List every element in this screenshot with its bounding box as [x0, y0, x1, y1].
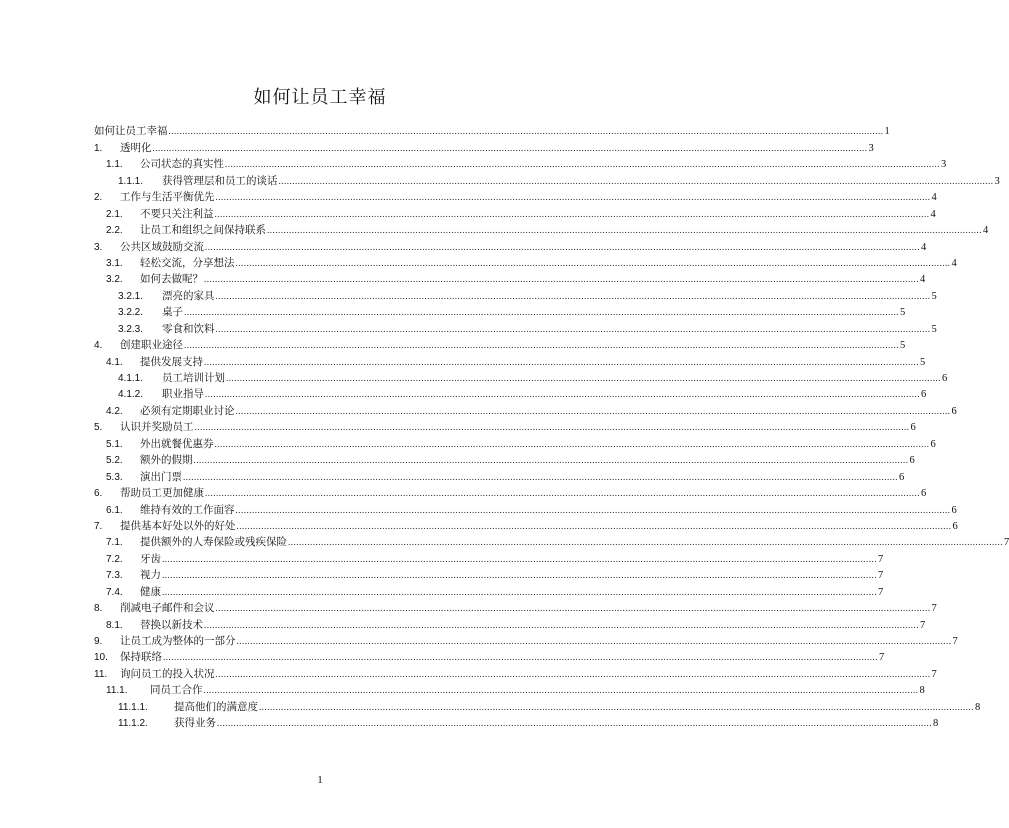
- toc-entry-label: 公共区域鼓励交流: [120, 240, 204, 253]
- toc-entry-number: 5.3.: [106, 471, 123, 483]
- toc-entry[interactable]: [94, 418, 916, 434]
- toc-entry-label: 替换以新技术: [140, 618, 203, 631]
- toc-dot-leader: ....................................................................................................................................................................................................................................................................: [259, 701, 974, 712]
- toc-entry-page: 8: [975, 701, 981, 713]
- toc-entry-page: 4: [931, 192, 937, 204]
- toc-dot-leader: ....................................................................................................................................................................................................................................................................: [236, 636, 952, 646]
- toc-entry[interactable]: [94, 254, 957, 270]
- toc-entry-page: 8: [919, 685, 925, 697]
- toc-entry-number: 6.: [94, 488, 103, 500]
- toc-dot-leader: ....................................................................................................................................................................................................................................................................: [163, 652, 878, 663]
- toc-entry-label: 获得业务: [174, 717, 216, 730]
- toc-entry-label: 让员工和组织之间保持联系: [140, 224, 266, 237]
- toc-dot-leader: ....................................................................................................................................................................................................................................................................: [194, 422, 910, 433]
- document-title: 如何让员工幸福: [253, 87, 387, 108]
- toc-entry-page: 7: [879, 652, 885, 664]
- toc-dot-leader: ....................................................................................................................................................................................................................................................................: [236, 520, 952, 531]
- toc-entry-label: 额外的假期: [140, 454, 193, 467]
- toc-entry-label: 漂亮的家具: [162, 289, 215, 302]
- toc-entry-number: 3.: [94, 241, 103, 253]
- toc-entry-page: 3: [868, 142, 874, 154]
- toc-entry-page: 8: [933, 718, 939, 730]
- toc-entry-page: 6: [921, 389, 927, 401]
- toc-entry-page: 7: [878, 586, 884, 598]
- toc-entry-page: 5: [931, 290, 937, 302]
- toc-entry-page: 3: [994, 175, 1000, 187]
- toc-entry-number: 4.1.2.: [118, 389, 144, 401]
- toc-entry-page: 5: [900, 340, 906, 352]
- toc-entry[interactable]: [94, 303, 906, 319]
- toc-entry[interactable]: [94, 434, 936, 450]
- toc-entry-page: 1: [884, 126, 890, 138]
- toc-entry[interactable]: [94, 484, 927, 500]
- toc-entry-label: 外出就餐优惠券: [140, 437, 214, 450]
- toc-entry-number: 1.1.: [106, 159, 123, 171]
- toc-entry[interactable]: [94, 566, 884, 582]
- toc-entry-label: 帮助员工更加健康: [120, 487, 204, 500]
- toc-dot-leader: ....................................................................................................................................................................................................................................................................: [152, 142, 868, 153]
- toc-dot-leader: ....................................................................................................................................................................................................................................................................: [204, 356, 919, 367]
- toc-entry-number: 4.1.1.: [118, 373, 144, 384]
- toc-entry-label: 必须有定期职业讨论: [140, 404, 235, 417]
- toc-entry-page: 7: [931, 668, 937, 680]
- toc-entry-page: 4: [951, 257, 957, 269]
- toc-entry-number: 6.1.: [106, 504, 123, 516]
- toc-entry-label: 让员工成为整体的一部分: [120, 635, 236, 647]
- toc-dot-leader: ....................................................................................................................................................................................................................................................................: [215, 192, 931, 203]
- toc-entry[interactable]: [94, 632, 958, 648]
- toc-dot-leader: ....................................................................................................................................................................................................................................................................: [162, 586, 877, 597]
- toc-entry-page: 6: [942, 373, 948, 384]
- toc-dot-leader: ....................................................................................................................................................................................................................................................................: [235, 504, 951, 515]
- toc-entry-number: 11.: [94, 668, 108, 680]
- toc-entry[interactable]: [94, 681, 925, 697]
- toc-entry[interactable]: [94, 714, 939, 730]
- toc-entry-number: 11.1.1.: [118, 701, 148, 713]
- toc-dot-leader: ....................................................................................................................................................................................................................................................................: [204, 619, 919, 630]
- toc-entry-page: 7: [931, 603, 937, 615]
- toc-entry-number: 2.2.: [106, 225, 123, 237]
- toc-entry-number: 3.1.: [106, 257, 123, 269]
- toc-entry-number: 8.1.: [106, 619, 123, 631]
- toc-entry[interactable]: [94, 533, 1009, 549]
- toc-entry-number: 3.2.3.: [118, 323, 144, 335]
- toc-dot-leader: ....................................................................................................................................................................................................................................................................: [215, 668, 931, 679]
- toc-dot-leader: ....................................................................................................................................................................................................................................................................: [217, 718, 932, 729]
- toc-entry-page: 6: [930, 438, 936, 450]
- toc-entry-page: 4: [983, 225, 989, 237]
- toc-entry-page: 7: [920, 619, 926, 631]
- toc-entry[interactable]: [94, 401, 957, 417]
- toc-dot-leader: ....................................................................................................................................................................................................................................................................: [204, 274, 919, 285]
- toc-entry-label: 零食和饮料: [162, 322, 215, 335]
- toc-entry-number: 3.2.: [106, 274, 123, 286]
- toc-entry-number: 1.1.1.: [118, 175, 144, 187]
- toc-entry-label: 维持有效的工作面容: [140, 503, 235, 516]
- toc-entry[interactable]: [94, 648, 885, 664]
- toc-entry-page: 5: [931, 323, 937, 335]
- toc-entry-label: 透明化: [120, 141, 152, 154]
- toc-entry-label: 视力: [140, 569, 161, 582]
- toc-entry-label: 提供额外的人寿保险或残疾保险: [140, 536, 287, 549]
- toc-entry-page: 6: [899, 471, 905, 483]
- toc-entry-label: 员工培训计划: [162, 372, 225, 384]
- toc-entry-page: 4: [930, 208, 936, 220]
- toc-entry[interactable]: [94, 237, 927, 253]
- toc-entry-page: 4: [920, 274, 926, 286]
- toc-entry-number: 4.: [94, 340, 103, 352]
- toc-entry-number: 11.1.: [106, 685, 128, 697]
- toc-entry-page: 5: [900, 307, 906, 319]
- toc-entry[interactable]: [94, 171, 1000, 187]
- toc-entry-page: 6: [909, 455, 915, 467]
- toc-dot-leader: ....................................................................................................................................................................................................................................................................: [205, 488, 920, 499]
- toc-dot-leader: ....................................................................................................................................................................................................................................................................: [214, 208, 930, 219]
- toc-entry-number: 9.: [94, 636, 103, 647]
- toc-entry-number: 1.: [94, 142, 103, 154]
- toc-entry[interactable]: [94, 319, 937, 335]
- toc-entry-label: 如何让员工幸福: [94, 125, 168, 138]
- toc-entry-number: 3.2.2.: [118, 307, 144, 319]
- toc-entry-label: 工作与生活平衡优先: [120, 191, 215, 204]
- toc-entry[interactable]: [94, 517, 958, 533]
- toc-dot-leader: ....................................................................................................................................................................................................................................................................: [184, 307, 899, 318]
- toc-dot-leader: ....................................................................................................................................................................................................................................................................: [226, 373, 941, 383]
- toc-entry-page: 7: [1004, 537, 1009, 549]
- toc-dot-leader: ....................................................................................................................................................................................................................................................................: [162, 570, 877, 581]
- toc-entry-number: 7.3.: [106, 570, 123, 582]
- toc-entry-label: 如何去做呢？: [140, 273, 203, 286]
- table-of-contents: [94, 122, 1009, 730]
- toc-entry-label: 保持联络: [120, 651, 162, 664]
- toc-entry-page: 3: [941, 159, 947, 171]
- toc-entry-page: 4: [921, 241, 927, 253]
- toc-entry-label: 轻松交流，分享想法: [140, 256, 235, 269]
- toc-dot-leader: ....................................................................................................................................................................................................................................................................: [183, 471, 898, 482]
- toc-entry-number: 5.2.: [106, 455, 123, 467]
- toc-entry-label: 询问员工的投入状况: [120, 667, 215, 680]
- toc-entry-number: 7.4.: [106, 586, 123, 598]
- toc-entry-number: 3.2.1.: [118, 290, 144, 302]
- toc-entry-label: 削减电子邮件和会议: [120, 602, 215, 615]
- toc-entry-number: 5.: [94, 422, 103, 434]
- toc-entry[interactable]: [94, 188, 937, 204]
- toc-entry[interactable]: [94, 549, 884, 565]
- toc-entry[interactable]: [94, 500, 957, 516]
- toc-dot-leader: ....................................................................................................................................................................................................................................................................: [225, 159, 940, 170]
- toc-entry-number: 8.: [94, 603, 103, 615]
- toc-entry[interactable]: [94, 336, 906, 352]
- toc-entry[interactable]: [94, 467, 905, 483]
- toc-dot-leader: ....................................................................................................................................................................................................................................................................: [278, 175, 994, 186]
- toc-entry-page: 6: [952, 520, 958, 532]
- toc-entry-number: 2.1.: [106, 208, 123, 220]
- toc-entry[interactable]: [94, 385, 927, 401]
- toc-dot-leader: ....................................................................................................................................................................................................................................................................: [215, 290, 931, 301]
- toc-entry-label: 演出门票: [140, 470, 182, 483]
- toc-entry[interactable]: [94, 352, 926, 368]
- toc-entry-page: 7: [878, 553, 884, 565]
- toc-dot-leader: ....................................................................................................................................................................................................................................................................: [235, 257, 951, 268]
- toc-entry[interactable]: [94, 582, 884, 598]
- toc-entry[interactable]: [94, 138, 874, 154]
- toc-entry-number: 7.: [94, 520, 103, 532]
- toc-entry[interactable]: [94, 615, 926, 631]
- toc-dot-leader: ....................................................................................................................................................................................................................................................................: [235, 405, 951, 416]
- toc-entry-label: 创建职业途径: [120, 339, 183, 352]
- toc-entry-number: 5.1.: [106, 438, 123, 450]
- toc-entry-page: 6: [910, 422, 916, 434]
- toc-entry[interactable]: [94, 122, 890, 138]
- toc-entry-page: 5: [920, 356, 926, 368]
- toc-entry-label: 健康: [140, 585, 161, 598]
- toc-dot-leader: ....................................................................................................................................................................................................................................................................: [288, 537, 1003, 548]
- toc-entry-label: 不要只关注利益: [140, 207, 214, 220]
- toc-entry-number: 7.2.: [106, 553, 123, 565]
- toc-dot-leader: ....................................................................................................................................................................................................................................................................: [215, 603, 931, 614]
- toc-entry[interactable]: [94, 451, 915, 467]
- toc-entry-page: 7: [952, 636, 958, 647]
- toc-dot-leader: ....................................................................................................................................................................................................................................................................: [203, 685, 919, 696]
- toc-entry-label: 提供基本好处以外的好处: [120, 519, 236, 532]
- page-number: 1: [317, 774, 323, 786]
- toc-entry-number: 4.2.: [106, 405, 123, 417]
- toc-entry-number: 2.: [94, 192, 103, 204]
- toc-entry-label: 提供发展支持: [140, 355, 203, 368]
- toc-dot-leader: ....................................................................................................................................................................................................................................................................: [168, 126, 884, 137]
- toc-entry[interactable]: [94, 369, 948, 385]
- toc-dot-leader: ....................................................................................................................................................................................................................................................................: [184, 340, 899, 351]
- toc-dot-leader: ....................................................................................................................................................................................................................................................................: [162, 553, 877, 564]
- toc-dot-leader: ....................................................................................................................................................................................................................................................................: [205, 241, 920, 252]
- toc-entry-page: 6: [921, 488, 927, 500]
- toc-entry-page: 6: [951, 405, 957, 417]
- toc-entry-label: 获得管理层和员工的谈话: [162, 174, 278, 187]
- toc-entry[interactable]: [94, 664, 937, 680]
- toc-entry-page: 6: [951, 504, 957, 516]
- toc-entry[interactable]: [94, 155, 947, 171]
- toc-entry[interactable]: [94, 221, 989, 237]
- toc-entry-number: 11.1.2.: [118, 718, 148, 730]
- toc-entry[interactable]: [94, 286, 937, 302]
- toc-entry-label: 桌子: [162, 306, 183, 319]
- toc-entry-label: 公司状态的真实性: [140, 158, 224, 171]
- toc-entry-label: 牙齿: [140, 552, 161, 565]
- toc-entry-label: 职业指导: [162, 388, 204, 401]
- toc-entry[interactable]: [94, 697, 981, 713]
- toc-entry[interactable]: [94, 599, 937, 615]
- toc-dot-leader: ....................................................................................................................................................................................................................................................................: [214, 438, 930, 449]
- toc-entry-number: 7.1.: [106, 537, 123, 549]
- toc-entry-page: 7: [878, 570, 884, 582]
- toc-entry-label: 同员工合作: [150, 684, 203, 697]
- toc-entry-number: 4.1.: [106, 356, 123, 368]
- toc-entry[interactable]: [94, 204, 936, 220]
- toc-dot-leader: ....................................................................................................................................................................................................................................................................: [193, 455, 909, 466]
- toc-entry-number: 10.: [94, 652, 108, 664]
- toc-entry-label: 提高他们的满意度: [174, 700, 258, 713]
- toc-dot-leader: ....................................................................................................................................................................................................................................................................: [267, 225, 982, 236]
- toc-dot-leader: ....................................................................................................................................................................................................................................................................: [215, 323, 931, 334]
- toc-entry-label: 认识并奖励员工: [120, 421, 194, 434]
- toc-entry[interactable]: [94, 270, 926, 286]
- toc-dot-leader: ....................................................................................................................................................................................................................................................................: [205, 389, 920, 400]
